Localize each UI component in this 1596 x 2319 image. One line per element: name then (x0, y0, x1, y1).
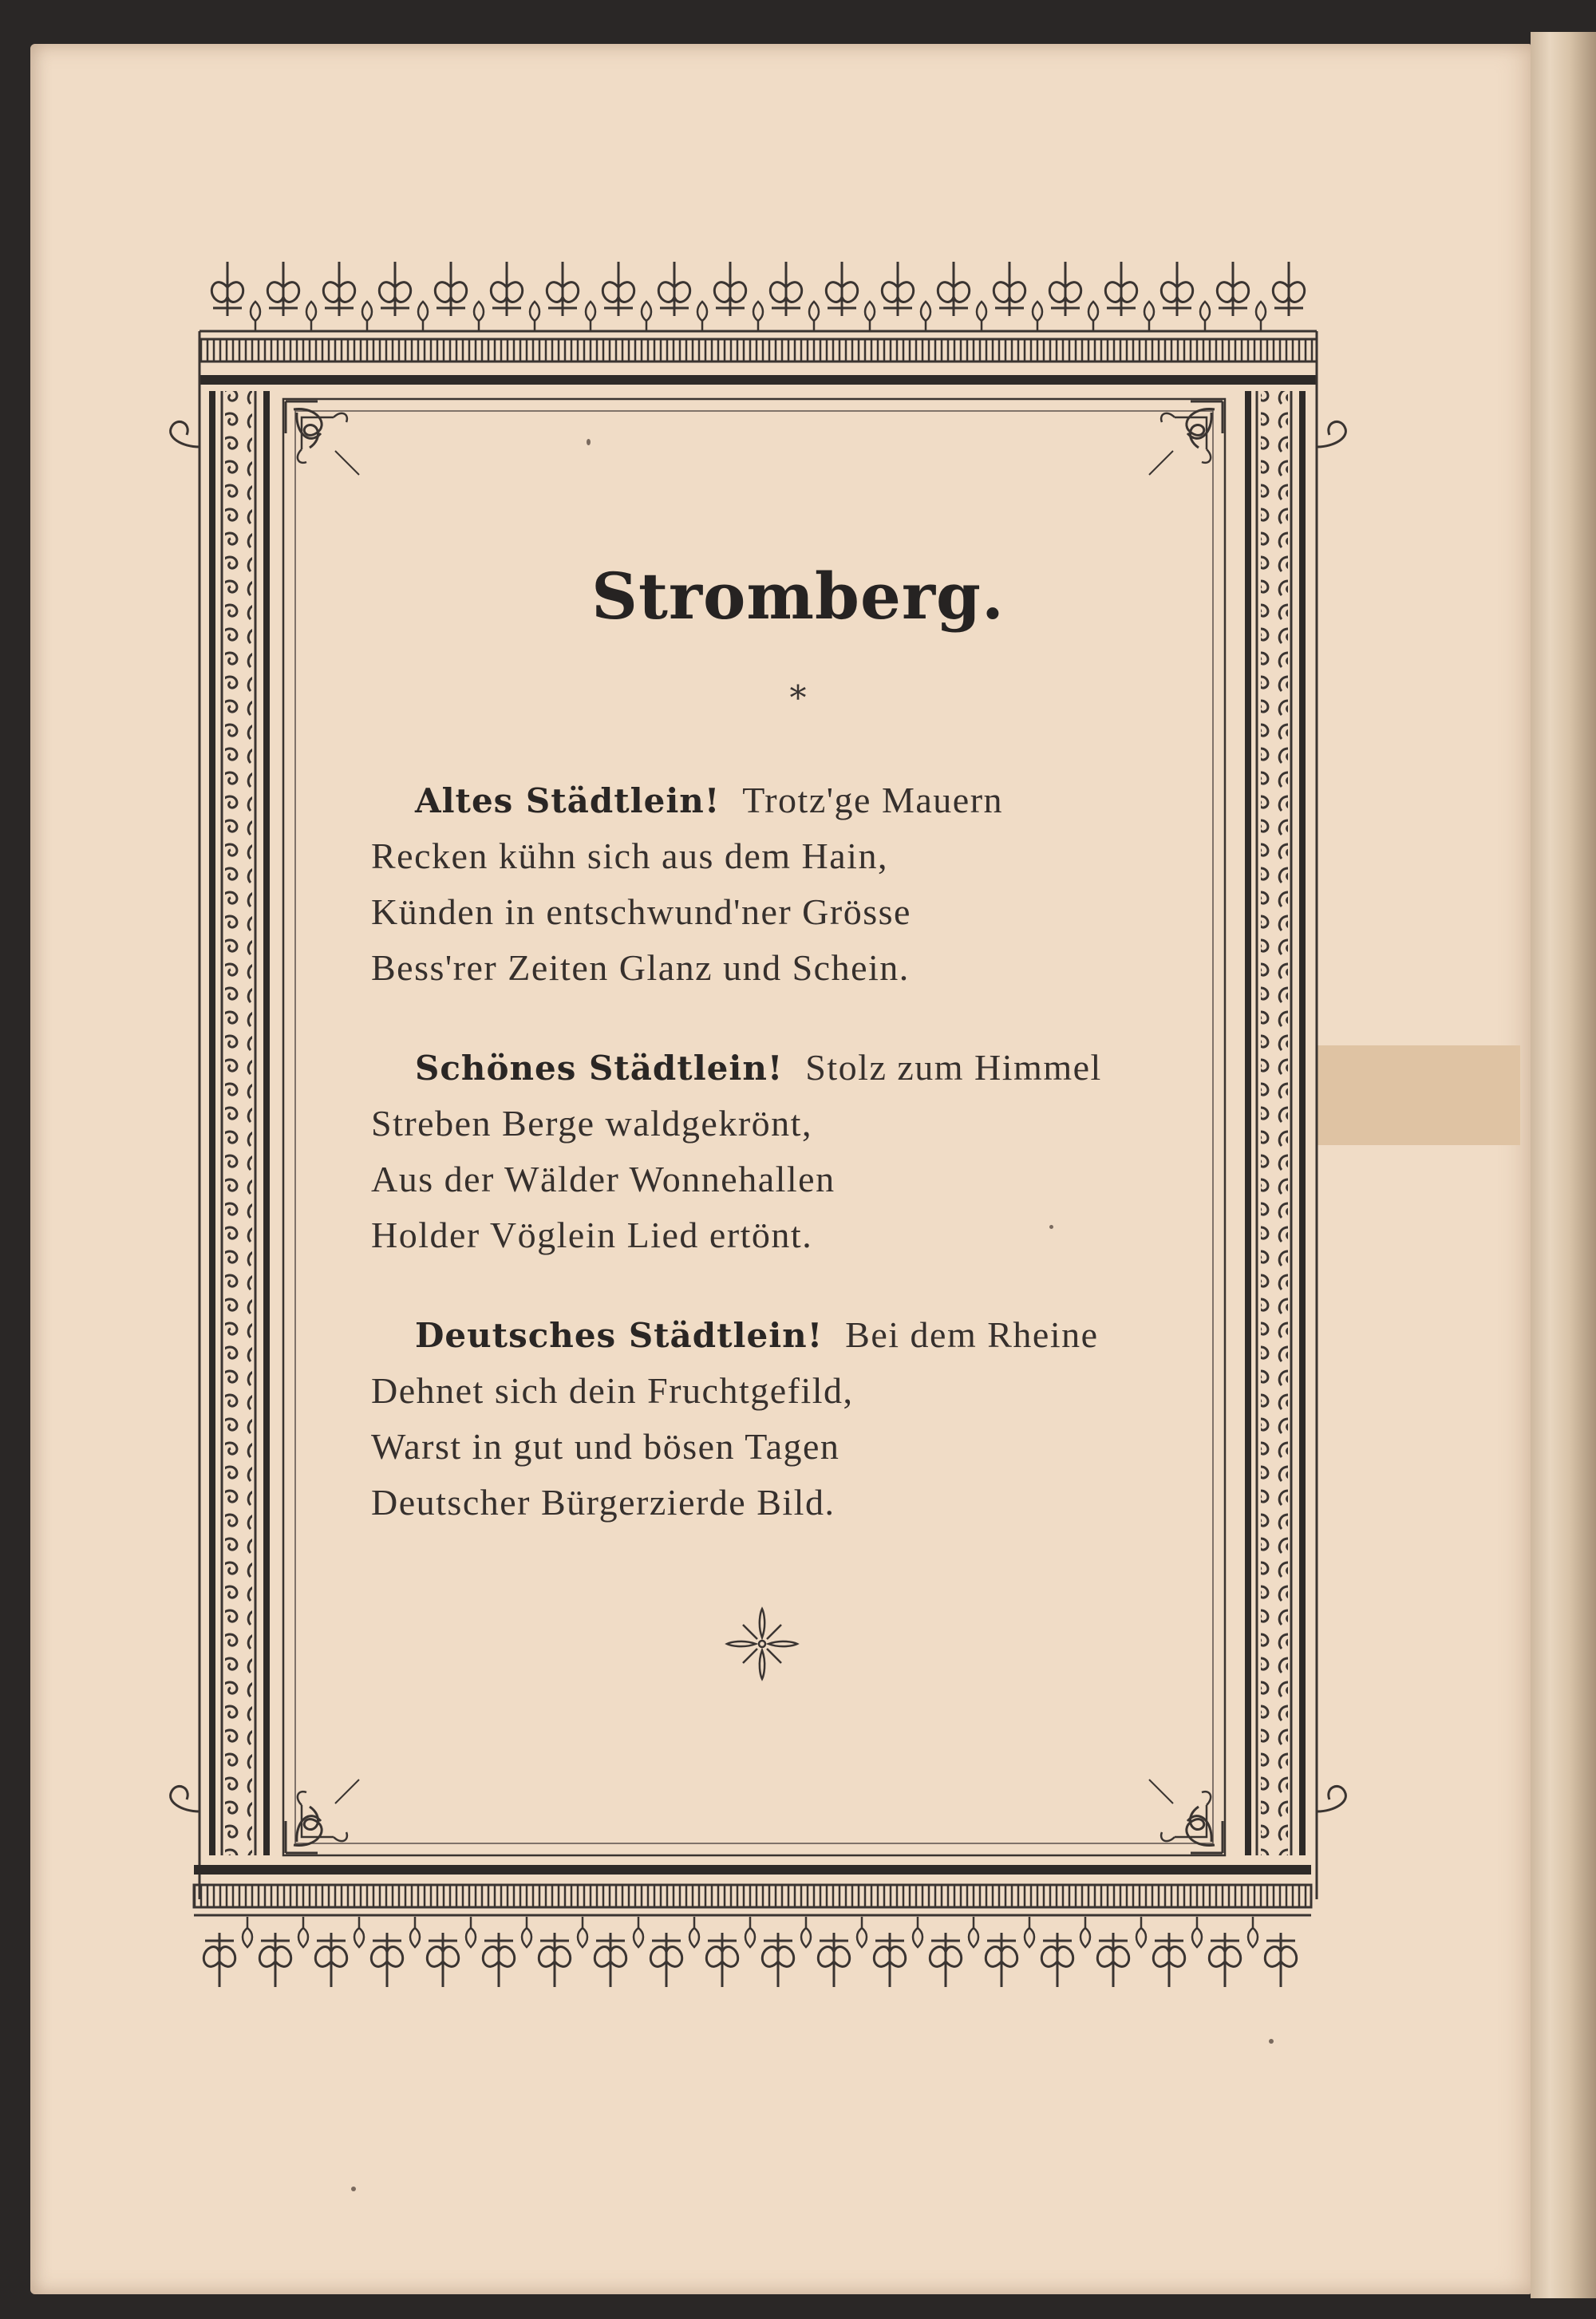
poem-line: Künden in entschwund'ner Grösse (371, 891, 911, 932)
poem-line: Aus der Wälder Wonnehallen (371, 1159, 836, 1199)
paper-speck (1049, 1225, 1053, 1229)
stanza (371, 1307, 1249, 1531)
asterisk-icon: * (789, 678, 807, 717)
poem-line: Recken kühn sich aus dem Hain, (371, 836, 888, 876)
poem-line: Dehnet sich dein Fruchtgefild, (371, 1370, 854, 1411)
stanza-lead: Altes Städtlein! (415, 781, 721, 820)
fleuron-icon (718, 1600, 806, 1688)
poem-line: Warst in gut und bösen Tagen (371, 1426, 840, 1467)
poem-line: Altes Städtlein! Trotz'ge Mauern (415, 780, 1004, 820)
stanza-lead: Schönes Städtlein! (415, 1049, 784, 1088)
poem (371, 772, 1249, 1574)
paper-speck (351, 2187, 356, 2191)
poem-line: Deutscher Bürgerzierde Bild. (371, 1482, 836, 1523)
stanza (371, 772, 1249, 996)
poem-line: Holder Vöglein Lied ertönt. (371, 1215, 813, 1255)
poem-title: Stromberg. (591, 559, 1005, 634)
poem-line: Bess'rer Zeiten Glanz und Schein. (371, 947, 910, 988)
paper-speck (1269, 2039, 1274, 2044)
stanza (371, 1040, 1249, 1263)
poem-line: Deutsches Städtlein! Bei dem Rheine (415, 1314, 1099, 1355)
poem-line: Streben Berge waldgekrönt, (371, 1103, 812, 1144)
poem-line: Schönes Städtlein! Stolz zum Himmel (415, 1047, 1102, 1088)
paper-speck (587, 439, 591, 445)
stanza-lead: Deutsches Städtlein! (415, 1316, 824, 1355)
